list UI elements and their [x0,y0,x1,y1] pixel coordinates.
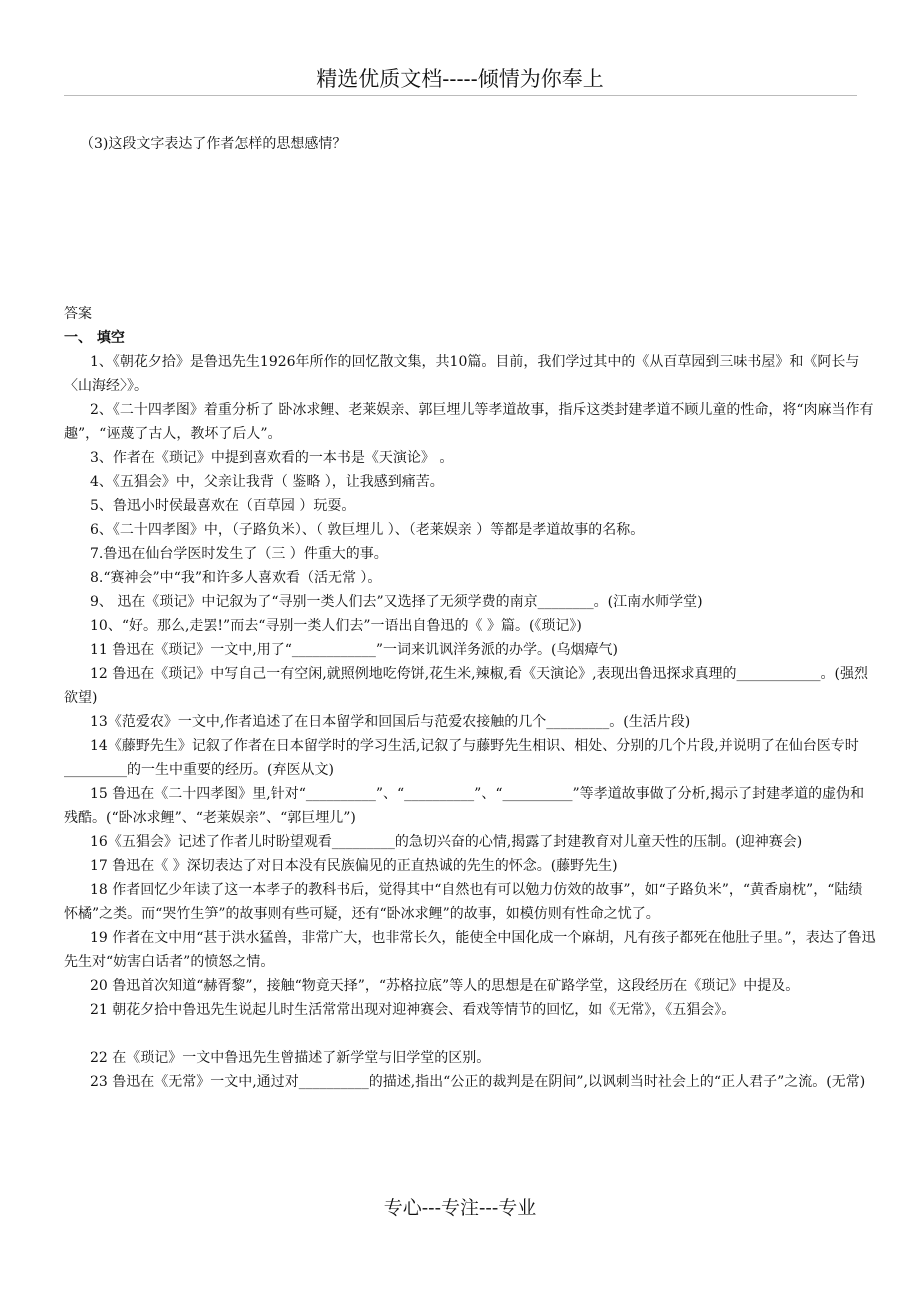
answer-item-12: 12 鲁迅在《琐记》中写自己一有空闲,就照例地吃侉饼,花生米,辣椒,看《天演论》,表现出鲁迅探求真理的____________。(强烈欲望) [64,666,868,706]
answer-item-10: 10、“好。那么,走罢!”而去“寻别一类人们去”一语出自鲁迅的《 》篇。(《琐记》) [90,618,582,634]
answer-item-4: 4、《五猖会》中，父亲让我背（ 鉴略 ），让我感到痛苦。 [90,474,444,490]
answer-item-9: 9、 迅在《琐记》中记叙为了“寻别一类人们去”又选择了无须学费的南京________。(江南水师学堂) [90,594,703,610]
answer-item-23: 23 鲁迅在《无常》一文中,通过对__________的描述,指出“公正的裁判是在阴间”,以讽刺当时社会上的“正人君子”之流。(无常) [90,1074,866,1090]
answer-item-14: 14《藤野先生》记叙了作者在日本留学时的学习生活,记叙了与藤野先生相识、相处、分别的几个片段,并说明了在仙台医专时_________的一生中重要的经历。(弃医从文) [64,738,859,778]
section-heading-fill-blank: 一、 填空 [64,330,125,346]
answer-item-6: 6、《二十四孝图》中，（子路负米）、（ 敦巨埋儿 ）、（老莱娱亲 ）等都是孝道故事的名称。 [90,522,645,538]
answer-item-22: 22 在《琐记》一文中鲁迅先生曾描述了新学堂与旧学堂的区别。 [90,1050,491,1066]
answer-item-3: 3、作者在《琐记》中提到喜欢看的一本书是《天演论》 。 [90,450,454,466]
answer-item-15: 15 鲁迅在《二十四孝图》里,针对“__________”、“__________”、“__________”等孝道故事做了分析,揭示了封建孝道的虚伪和残酷。(“卧冰求鲤”、“老莱娱亲”、“郭巨埋儿”) [64,786,865,826]
header-divider [64,95,857,96]
answer-item-11: 11 鲁迅在《琐记》一文中,用了“____________”一词来讥讽洋务派的办学。(乌烟瘴气) [90,642,618,658]
answer-item-13: 13《范爱农》一文中,作者追述了在日本留学和回国后与范爱农接触的几个_________。(生活片段) [90,714,691,730]
question-3: （3)这段文字表达了作者怎样的思想感情？ [80,136,347,152]
answer-item-7: 7.鲁迅在仙台学医时发生了（三 ）件重大的事。 [90,546,388,562]
answer-section [64,302,876,1094]
answer-item-20: 20 鲁迅首次知道“赫胥黎”，接触“物竟天择”，“苏格拉底”等人的思想是在矿路学堂，这段经历在《琐记》中提及。 [90,978,800,994]
page-footer: 专心---专注---专业 [383,1197,537,1219]
answer-item-16: 16《五猖会》记述了作者儿时盼望观看_________的急切兴奋的心情,揭露了封建教育对儿童天性的压制。(迎神赛会) [90,834,803,850]
answer-label: 答案 [64,306,92,322]
answer-item-18: 18 作者回忆少年读了这一本孝子的教科书后，觉得其中“自然也有可以勉力仿效的故事”，如“子路负米”，“黄香扇枕”，“陆绩怀橘”之类。而“哭竹生笋”的故事则有些可疑，还有“卧冰求鲤”的故事，如模仿则有性命之忧了。 [64,882,863,922]
answer-item-2: 2、《二十四孝图》着重分析了 卧冰求鲤、老莱娱亲、郭巨埋儿等孝道故事，指斥这类封建孝道不顾儿童的性命，将“肉麻当作有趣”，“诬蔑了古人，教坏了后人”。 [64,402,874,442]
answer-item-5: 5、鲁迅小时侯最喜欢在（百草园 ）玩耍。 [90,498,356,514]
page-header: 精选优质文档-----倾情为你奉上 [316,67,604,91]
answer-item-1: 1、《朝花夕拾》是鲁迅先生1926年所作的回忆散文集，共10篇。目前，我们学过其中的《从百草园到三味书屋》和《阿长与〈山海经〉》。 [64,354,860,394]
answer-item-21: 21 朝花夕拾中鲁迅先生说起儿时生活常常出现对迎神赛会、看戏等情节的回忆，如《无常》，《五猖会》。 [90,1002,736,1018]
answer-item-19: 19 作者在文中用“甚于洪水猛兽，非常广大，也非常长久，能使全中国化成一个麻胡，凡有孩子都死在他肚子里。”，表达了鲁迅先生对“妨害白话者”的愤怒之情。 [64,930,876,970]
answer-item-17: 17 鲁迅在《 》深切表达了对日本没有民族偏见的正直热诚的先生的怀念。(藤野先生) [90,858,618,874]
answer-item-8: 8.“赛神会”中“我”和许多人喜欢看（活无常 ）。 [90,570,382,586]
